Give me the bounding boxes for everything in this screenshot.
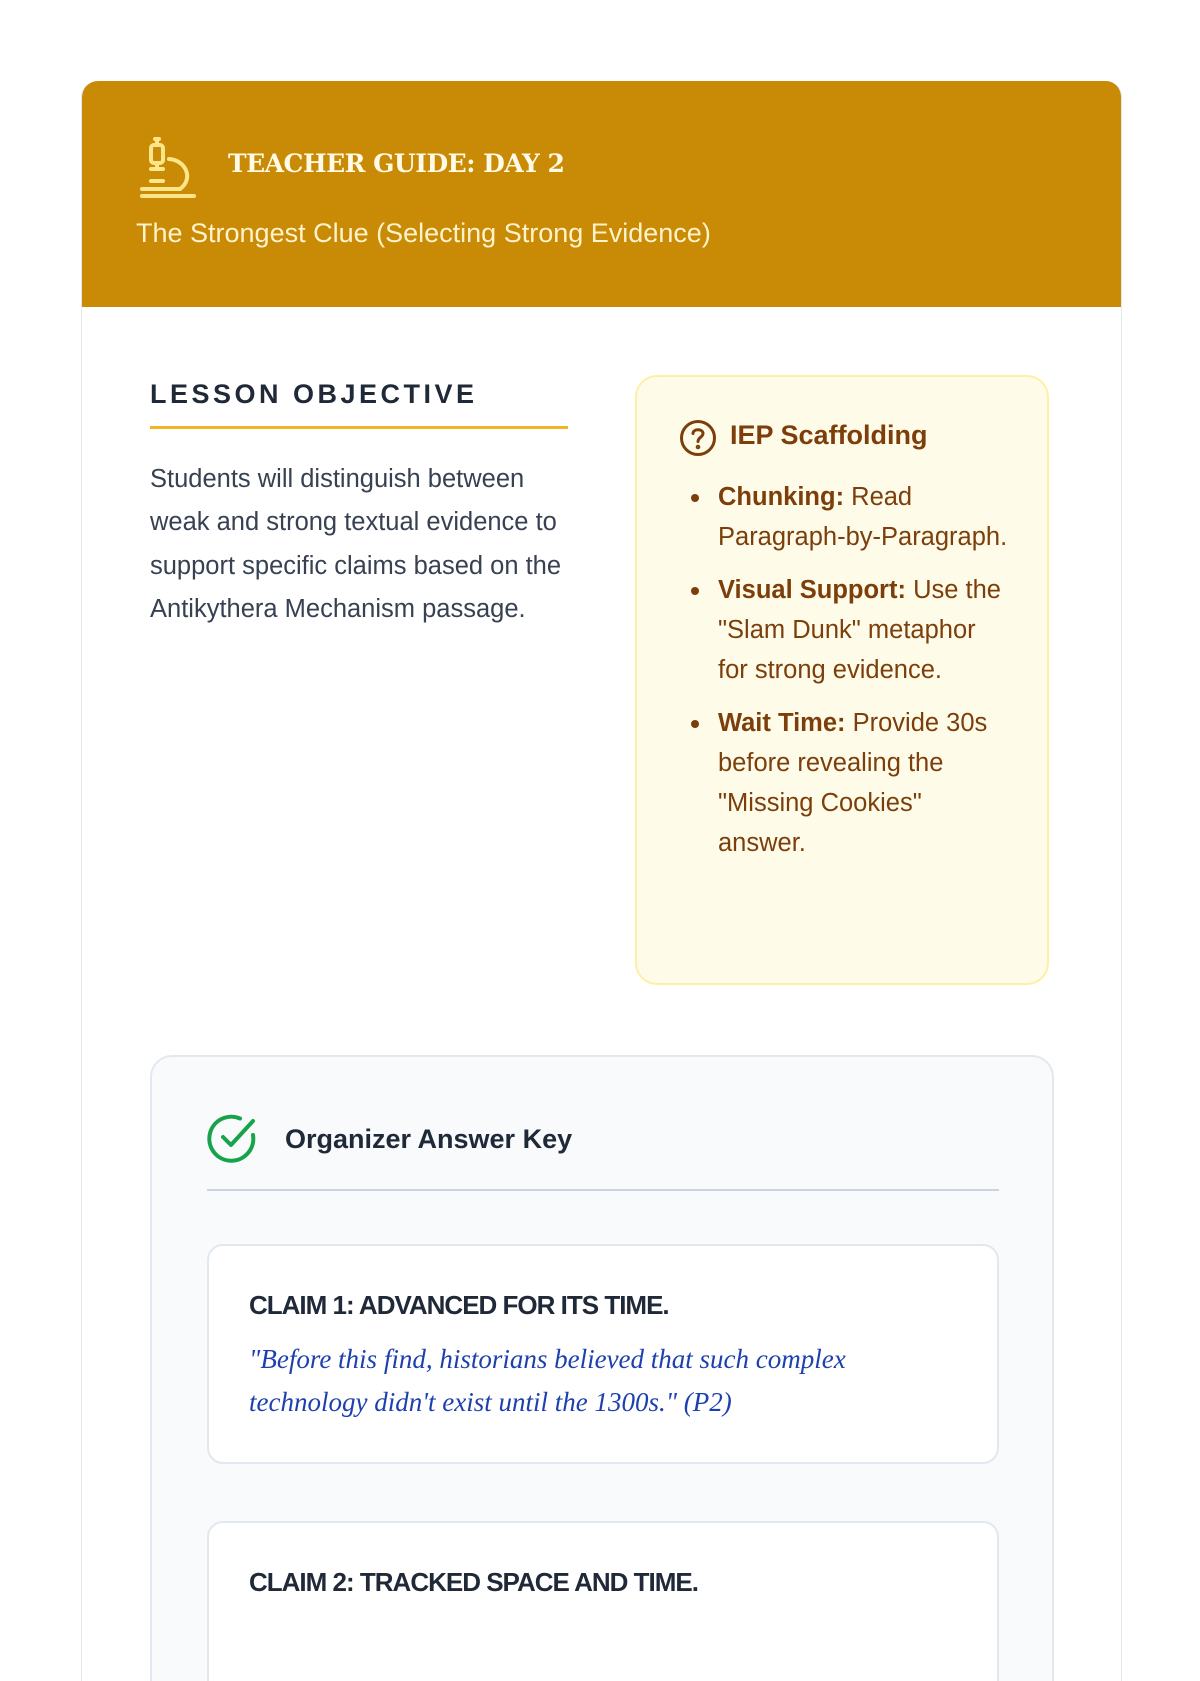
- iep-item-text: Use the "Slam Dunk" metaphor for strong evidence.: [718, 576, 1001, 684]
- iep-item-label: Chunking:: [718, 483, 845, 511]
- iep-item-label: Visual Support:: [718, 576, 906, 604]
- bullet-icon: [691, 494, 699, 502]
- iep-item-visual-support: [689, 570, 1009, 690]
- objective-heading: LESSON OBJECTIVE: [150, 379, 478, 409]
- iep-item-text: Provide 30s before revealing the "Missing Cookies" answer.: [718, 709, 988, 857]
- check-circle-icon: [207, 1113, 259, 1165]
- iep-item-label: Wait Time:: [718, 709, 846, 737]
- teacher-guide-card: [81, 81, 1122, 1681]
- objective-divider: [150, 426, 568, 429]
- guide-header: [82, 81, 1122, 307]
- claim-title: CLAIM 1: ADVANCED FOR ITS TIME.: [249, 1290, 669, 1320]
- answer-key-panel: [150, 1055, 1054, 1681]
- claim-card: [207, 1244, 999, 1464]
- bullet-icon: [691, 587, 699, 595]
- objective-text: Students will distinguish between weak and strong textual evidence to support specific claims based on the Antikythera Mechanism passage.: [150, 465, 562, 623]
- claim-title: CLAIM 2: TRACKED SPACE AND TIME.: [249, 1567, 698, 1597]
- iep-scaffolding-panel: [635, 375, 1049, 985]
- page-title: TEACHER GUIDE: DAY 2: [228, 149, 565, 178]
- answer-key-title: Organizer Answer Key: [285, 1124, 573, 1154]
- claim-card: [207, 1521, 999, 1681]
- iep-item-wait-time: [689, 703, 1009, 863]
- microscope-icon: [138, 137, 198, 199]
- claim-evidence-quote: "Before this find, historians believed that such complex technology didn't exist until the 1300s." (P2): [249, 1344, 846, 1417]
- iep-item-text: Read Paragraph-by-Paragraph.: [718, 483, 1008, 551]
- iep-list: [689, 477, 1009, 876]
- bullet-icon: [691, 720, 699, 728]
- iep-item-chunking: [689, 477, 1009, 557]
- answer-key-divider: [207, 1189, 999, 1191]
- question-circle-icon: [679, 419, 717, 457]
- iep-title: IEP Scaffolding: [730, 420, 928, 450]
- page-subtitle: The Strongest Clue (Selecting Strong Evidence): [136, 218, 711, 248]
